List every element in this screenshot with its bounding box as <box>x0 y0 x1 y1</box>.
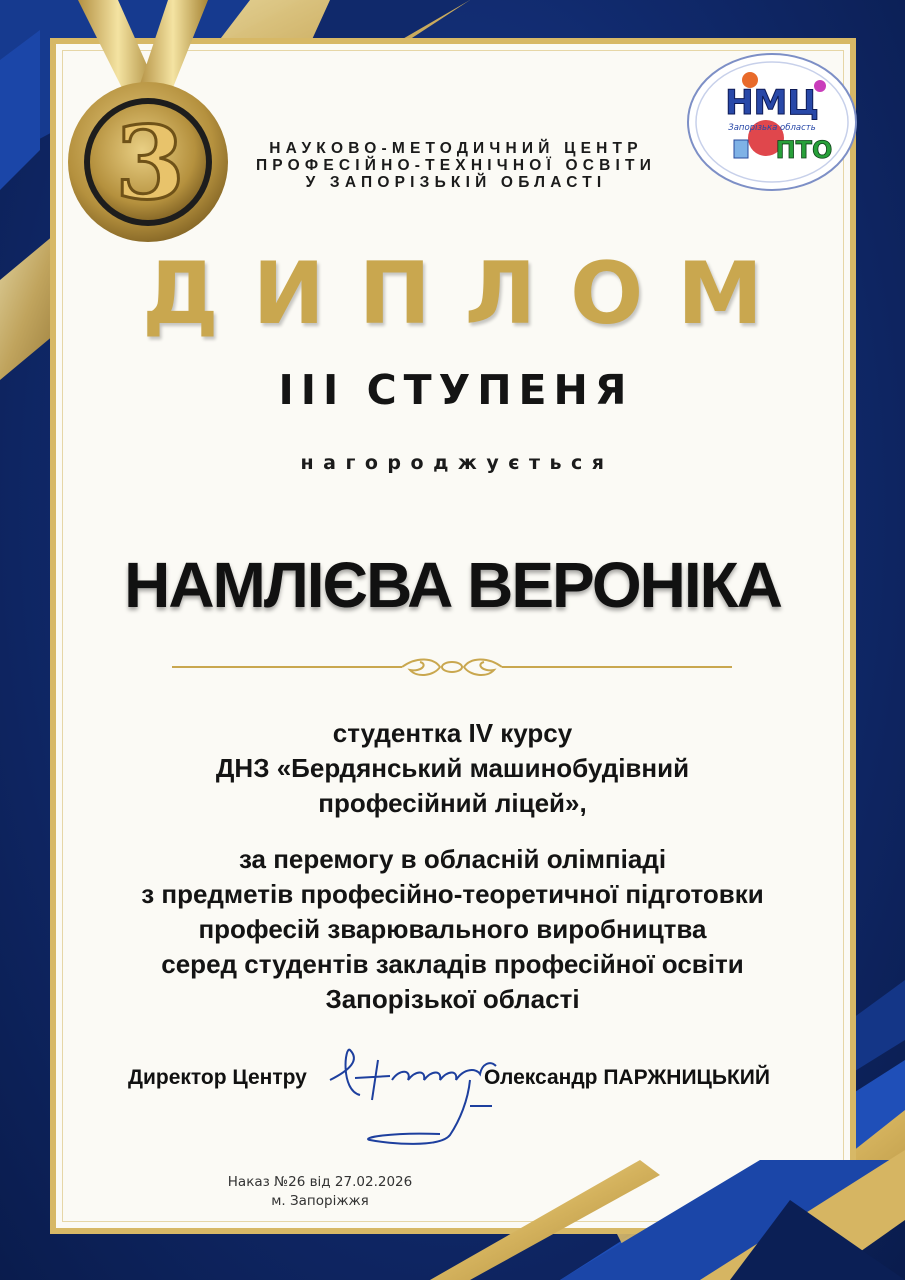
order-number: Наказ №26 від 27.02.2026 <box>227 1174 413 1190</box>
order-info <box>200 1173 440 1211</box>
ornamental-divider <box>172 652 732 682</box>
nmc-pto-logo <box>686 50 858 192</box>
recipient-info-line-3: професійний ліцей», <box>318 788 587 818</box>
diploma-degree: ІІІ СТУПЕНЯ <box>278 366 634 414</box>
recipient-name: НАМЛІЄВА ВЕРОНІКА <box>124 549 781 621</box>
award-reason <box>60 842 845 1017</box>
director-name: Олександр ПАРЖНИЦЬКИЙ <box>484 1066 770 1089</box>
logo-top-text: НМЦ <box>725 83 819 123</box>
recipient-info-line-1: студентка IV курсу <box>332 718 573 748</box>
bronze-medal-icon <box>58 0 228 252</box>
handwritten-signature <box>320 1040 510 1150</box>
organization-line-3: У ЗАПОРІЗЬКІЙ ОБЛАСТІ <box>305 174 607 191</box>
recipient-info-line-2: ДНЗ «Бердянський машинобудівний <box>215 753 690 783</box>
organization-line-2: ПРОФЕСІЙНО-ТЕХНІЧНОЇ ОСВІТИ <box>255 157 657 174</box>
reason-line-1: за перемогу в обласній олімпіаді <box>238 844 667 874</box>
organization-name <box>232 140 680 191</box>
logo-region-text: Запорізька область <box>728 123 816 133</box>
reason-line-5: Запорізької області <box>325 984 580 1014</box>
organization-line-1: НАУКОВО-МЕТОДИЧНИЙ ЦЕНТР <box>269 140 643 157</box>
logo-bottom-text: ПТО <box>775 136 833 164</box>
order-city: м. Запоріжжя <box>271 1193 369 1209</box>
reason-line-4: серед студентів закладів професійної освіти <box>161 949 744 979</box>
medal-place-number: 3 <box>115 104 185 222</box>
reason-line-2: з предметів професійно-теоретичної підготовки <box>141 879 764 909</box>
director-title: Директор Центру <box>128 1066 307 1089</box>
reason-line-3: професій зварювального виробництва <box>198 914 707 944</box>
recipient-info <box>60 716 845 821</box>
awarded-label: нагороджується <box>300 452 614 474</box>
diploma-title: ДИПЛОМ <box>142 244 797 344</box>
